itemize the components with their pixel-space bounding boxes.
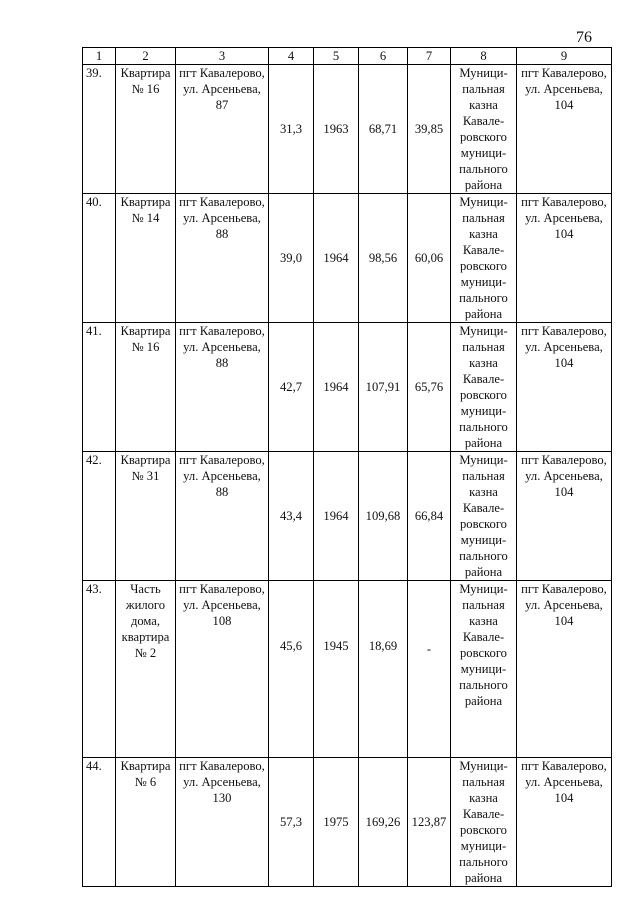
object-address: пгт Кавалерово, ул. Арсеньева, 87 [176,65,269,194]
column-header: 5 [314,48,359,65]
owner-name: Муници-пальная казна Кавале-ровского муници-пального района [451,65,517,194]
row-number: 39. [83,65,116,194]
column-header: 3 [176,48,269,65]
row-number: 41. [83,323,116,452]
year-value: 1945 [314,581,359,758]
column-7-value: 65,76 [408,323,451,452]
column-6-value: 109,68 [359,452,408,581]
column-header: 1 [83,48,116,65]
column-number-row [83,48,612,65]
column-header: 8 [451,48,517,65]
object-name: Часть жилого дома, квартира № 2 [116,581,176,758]
owner-name: Муници-пальная казна Кавале-ровского муници-пального района [451,452,517,581]
column-6-value: 169,26 [359,758,408,887]
column-7-value: 123,87 [408,758,451,887]
table-row [83,758,612,887]
column-header: 9 [517,48,612,65]
owner-name: Муници-пальная казна Кавале-ровского муници-пального района [451,581,517,758]
owner-name: Муници-пальная казна Кавале-ровского муници-пального района [451,323,517,452]
year-value: 1975 [314,758,359,887]
table-row [83,323,612,452]
row-number: 40. [83,194,116,323]
area-value: 43,4 [269,452,314,581]
column-6-value: 68,71 [359,65,408,194]
page-number: 76 [576,29,592,46]
object-address: пгт Кавалерово, ул. Арсеньева, 108 [176,581,269,758]
holder-address: пгт Кавалерово, ул. Арсеньева, 104 [517,194,612,323]
row-number: 44. [83,758,116,887]
table-row [83,194,612,323]
object-name: Квартира № 16 [116,323,176,452]
column-7-value: 60,06 [408,194,451,323]
column-header: 6 [359,48,408,65]
object-address: пгт Кавалерово, ул. Арсеньева, 88 [176,194,269,323]
object-name: Квартира № 14 [116,194,176,323]
row-number: 43. [83,581,116,758]
year-value: 1963 [314,65,359,194]
column-header: 2 [116,48,176,65]
object-name: Квартира № 6 [116,758,176,887]
object-address: пгт Кавалерово, ул. Арсеньева, 88 [176,452,269,581]
table-row [83,65,612,194]
year-value: 1964 [314,194,359,323]
year-value: 1964 [314,323,359,452]
column-6-value: 107,91 [359,323,408,452]
object-address: пгт Кавалерово, ул. Арсеньева, 130 [176,758,269,887]
holder-address: пгт Кавалерово, ул. Арсеньева, 104 [517,581,612,758]
column-7-value: 66,84 [408,452,451,581]
column-7-value: 39,85 [408,65,451,194]
row-number: 42. [83,452,116,581]
owner-name: Муници-пальная казна Кавале-ровского муници-пального района [451,194,517,323]
holder-address: пгт Кавалерово, ул. Арсеньева, 104 [517,323,612,452]
column-7-value: - [408,581,451,758]
object-name: Квартира № 31 [116,452,176,581]
column-header: 7 [408,48,451,65]
area-value: 39,0 [269,194,314,323]
holder-address: пгт Кавалерово, ул. Арсеньева, 104 [517,758,612,887]
owner-name: Муници-пальная казна Кавале-ровского муници-пального района [451,758,517,887]
area-value: 57,3 [269,758,314,887]
column-6-value: 98,56 [359,194,408,323]
column-6-value: 18,69 [359,581,408,758]
table-row [83,581,612,758]
table-row [83,452,612,581]
area-value: 31,3 [269,65,314,194]
year-value: 1964 [314,452,359,581]
area-value: 42,7 [269,323,314,452]
holder-address: пгт Кавалерово, ул. Арсеньева, 104 [517,452,612,581]
column-header: 4 [269,48,314,65]
object-address: пгт Кавалерово, ул. Арсеньева, 88 [176,323,269,452]
object-name: Квартира № 16 [116,65,176,194]
area-value: 45,6 [269,581,314,758]
property-registry-table [82,47,612,887]
holder-address: пгт Кавалерово, ул. Арсеньева, 104 [517,65,612,194]
